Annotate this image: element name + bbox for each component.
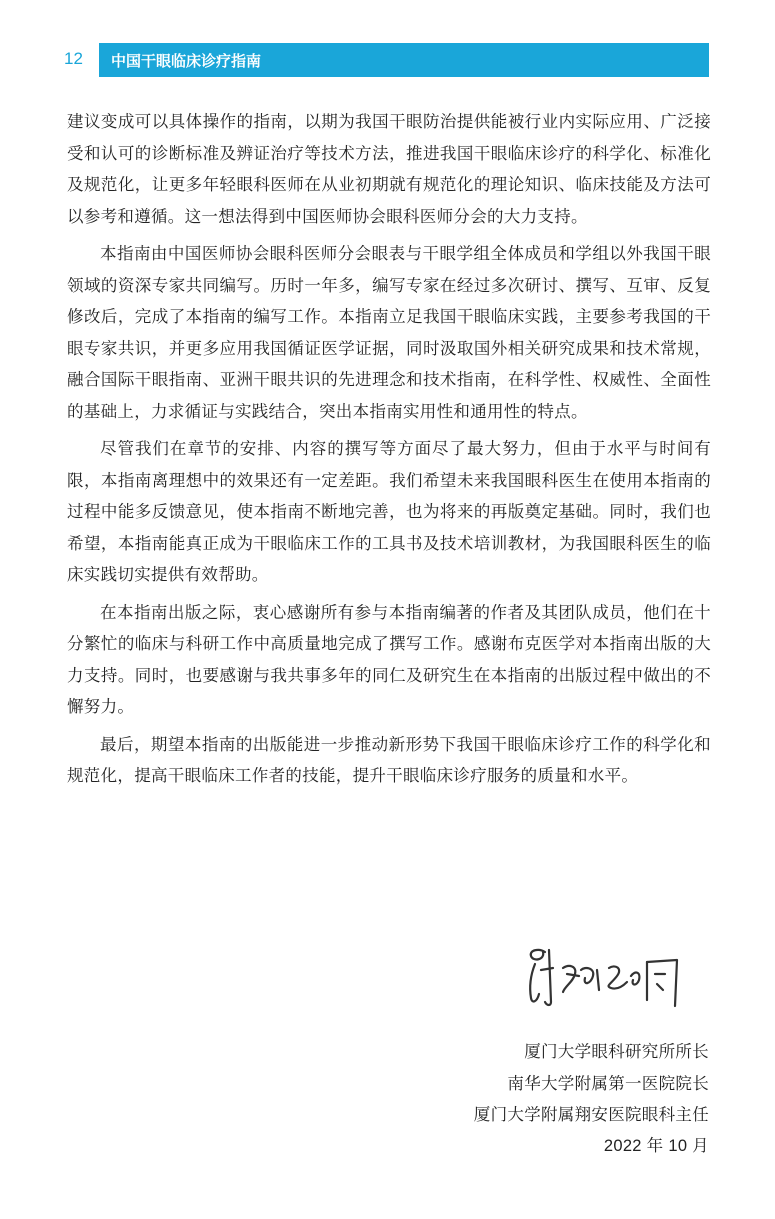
- signature-title-3: 厦门大学附属翔安医院眼科主任: [473, 1105, 709, 1124]
- preface-body: [67, 106, 711, 798]
- handwritten-signature: [505, 940, 695, 1020]
- paragraph: 最后，期望本指南的出版能进一步推动新形势下我国干眼临床诊疗工作的科学化和规范化，提高干眼临床工作者的技能，提升干眼临床诊疗服务的质量和水平。: [67, 734, 711, 785]
- page-header: [54, 43, 709, 77]
- header-title-bar: [99, 43, 709, 77]
- paragraph: 在本指南出版之际，衷心感谢所有参与本指南编著的作者及其团队成员，他们在十分繁忙的临床与科研工作中高质量地完成了撰写工作。感谢布克医学对本指南出版的大力支持。同时，也要感谢与我共事多年的同仁及研究生在本指南的出版过程中做出的不懈努力。: [67, 602, 711, 716]
- paragraph: 建议变成可以具体操作的指南，以期为我国干眼防治提供能被行业内实际应用、广泛接受和认可的诊断标准及辨证治疗等技术方法，推进我国干眼临床诊疗的科学化、标准化及规范化，让更多年轻眼科医师在从业初期就有规范化的理论知识、临床技能及方法可以参考和遵循。这一想法得到中国医师协会眼科医师分会的大力支持。: [67, 112, 711, 226]
- paragraph: 尽管我们在章节的安排、内容的撰写等方面尽了最大努力，但由于水平与时间有限，本指南离理想中的效果还有一定差距。我们希望未来我国眼科医生在使用本指南的过程中能多反馈意见，使本指南不断地完善，也为将来的再版奠定基础。同时，我们也希望，本指南能真正成为干眼临床工作的工具书及技术培训教材，为我国眼科医生的临床实践切实提供有效帮助。: [67, 439, 711, 584]
- book-title: 中国干眼临床诊疗指南: [111, 52, 262, 70]
- signature-title-2: 南华大学附属第一医院院长: [507, 1073, 709, 1093]
- page-number: 12: [64, 49, 83, 68]
- signature-block: [474, 1036, 709, 1162]
- signature-title-1: 厦门大学眼科研究所所长: [524, 1042, 709, 1061]
- paragraph: 本指南由中国医师协会眼科医师分会眼表与干眼学组全体成员和学组以外我国干眼领域的资深专家共同编写。历时一年多，编写专家在经过多次研讨、撰写、互审、反复修改后，完成了本指南的编写工作。本指南立足我国干眼临床实践，主要参考我国的干眼专家共识，并更多应用我国循证医学证据，同时汲取国外相关研究成果和技术常规，融合国际干眼指南、亚洲干眼共识的先进理念和技术指南，在科学性、权威性、全面性的基础上，力求循证与实践结合，突出本指南实用性和通用性的特点。: [67, 244, 711, 421]
- signature-date: 2022 年 10 月: [603, 1136, 709, 1155]
